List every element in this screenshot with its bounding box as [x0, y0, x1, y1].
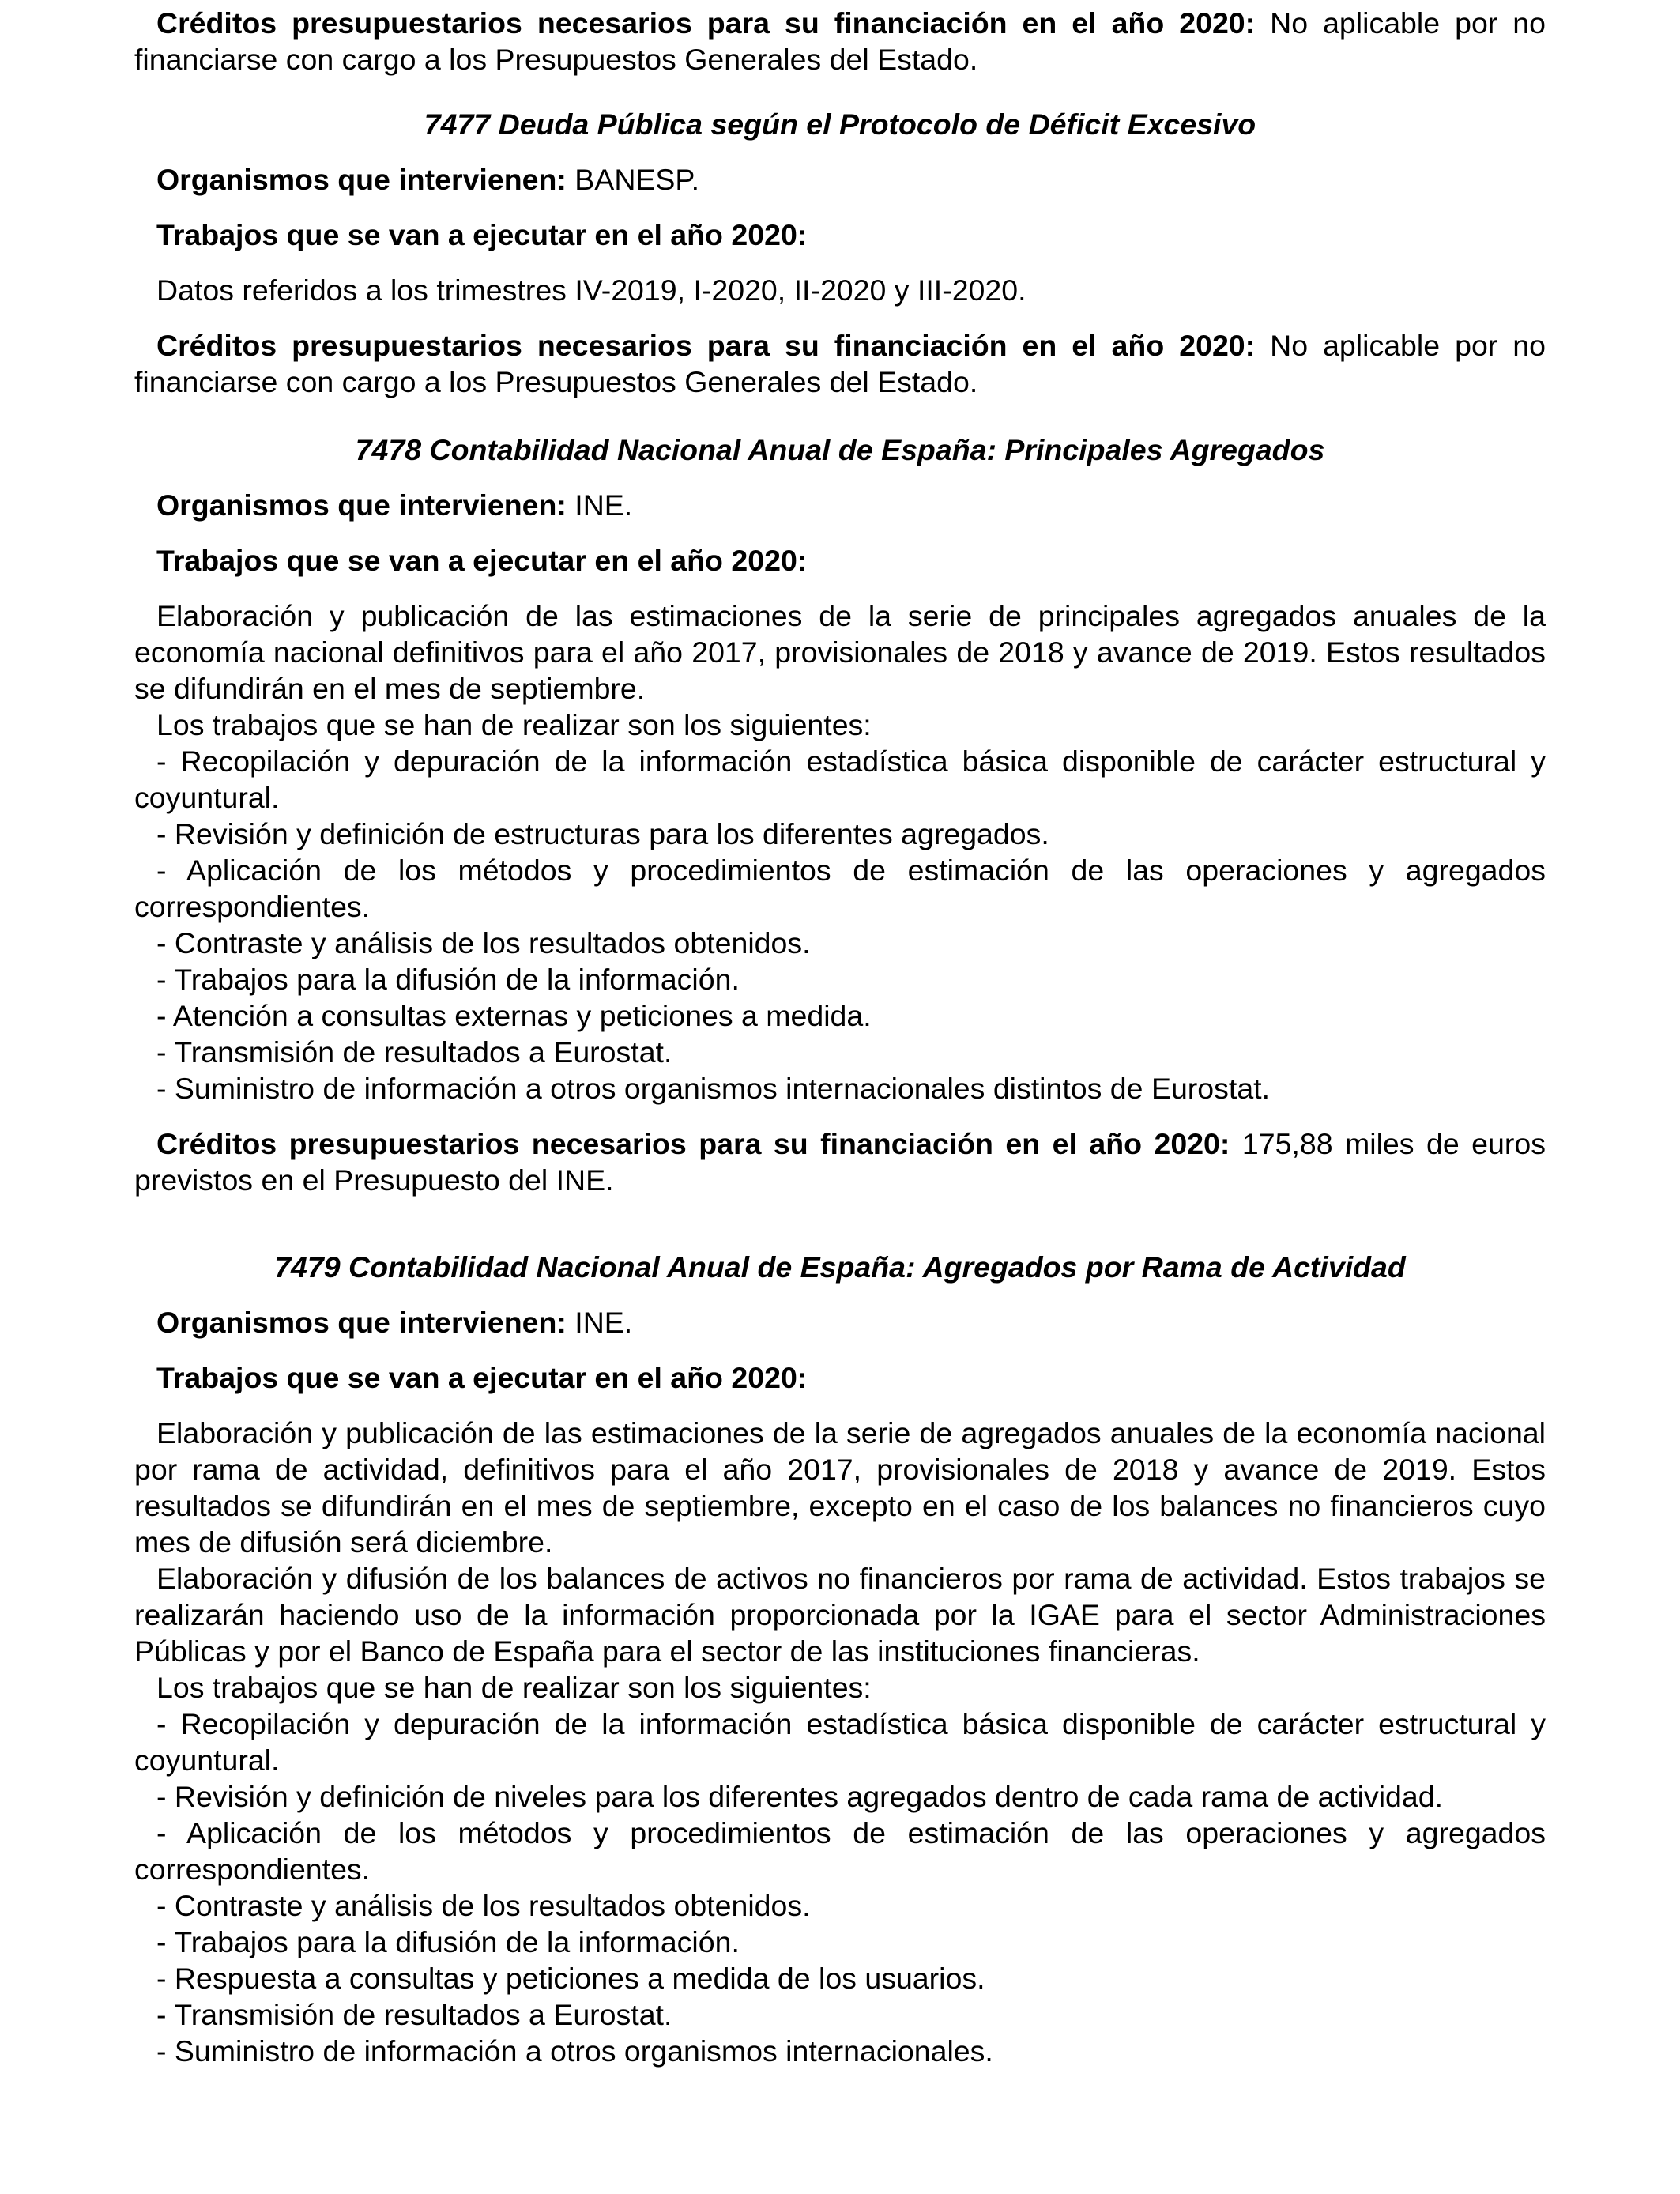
organismos-paragraph [134, 161, 1546, 198]
body-paragraph: Elaboración y publicación de las estimaciones de la serie de agregados anuales de la economía nacional por rama de actividad, definitivos para el año 2017, provisionales de 2018 y avance de 2019. Estos resultados se difundirán en el mes de septiembre, excepto en el caso de los balances no financieros cuyo mes de difusión será diciembre. [134, 1416, 1546, 1559]
trabajos-label: Trabajos que se van a ejecutar en el año 2020: [156, 544, 808, 577]
organismos-label: Organismos que intervienen: [156, 488, 567, 522]
body-paragraph: Los trabajos que se han de realizar son los siguientes: [156, 708, 872, 741]
section-heading: 7479 Contabilidad Nacional Anual de España: Agregados por Rama de Actividad [274, 1250, 1406, 1284]
task-list [134, 743, 1546, 1106]
credits-text: 175,88 miles de euros previstos en el Presupuesto del INE. [134, 1127, 1546, 1197]
organismos-label: Organismos que intervienen: [156, 1306, 567, 1339]
list-item: - Recopilación y depuración de la información estadística básica disponible de carácter estructural y coyuntural. [134, 1707, 1546, 1777]
list-item: - Contraste y análisis de los resultados obtenidos. [156, 1889, 811, 1922]
organismos-value: INE. [566, 1306, 633, 1339]
section-heading: 7477 Deuda Pública según el Protocolo de Déficit Excesivo [424, 107, 1256, 141]
section-7477 [134, 106, 1546, 400]
list-item: - Respuesta a consultas y peticiones a medida de los usuarios. [156, 1962, 985, 1995]
section-heading: 7478 Contabilidad Nacional Anual de España: Principales Agregados [355, 433, 1325, 466]
list-item: - Trabajos para la difusión de la información. [156, 1925, 740, 1958]
list-item: - Revisión y definición de niveles para los diferentes agregados dentro de cada rama de actividad. [156, 1780, 1444, 1813]
credits-paragraph [134, 1125, 1546, 1198]
trabajos-label: Trabajos que se van a ejecutar en el año 2020: [156, 218, 808, 251]
organismos-value: BANESP. [566, 163, 700, 196]
organismos-label: Organismos que intervienen: [156, 163, 567, 196]
list-item: - Atención a consultas externas y peticiones a medida. [156, 999, 872, 1032]
body-paragraph: Datos referidos a los trimestres IV-2019, I-2020, II-2020 y III-2020. [156, 273, 1026, 307]
document-page [134, 5, 1546, 2069]
trabajos-label: Trabajos que se van a ejecutar en el año 2020: [156, 1361, 808, 1394]
list-item: - Suministro de información a otros organismos internacionales distintos de Eurostat. [156, 1072, 1271, 1105]
organismos-value: INE. [566, 488, 633, 522]
list-item: - Trabajos para la difusión de la información. [156, 963, 740, 996]
section-7478 [134, 432, 1546, 1198]
list-item: - Revisión y definición de estructuras para los diferentes agregados. [156, 817, 1049, 850]
list-item: - Transmisión de resultados a Eurostat. [156, 1998, 672, 2031]
intro-credits-paragraph [134, 5, 1546, 77]
list-item: - Suministro de información a otros organismos internacionales. [156, 2034, 993, 2068]
organismos-paragraph [134, 487, 1546, 523]
credits-paragraph [134, 327, 1546, 400]
list-item: - Transmisión de resultados a Eurostat. [156, 1035, 672, 1069]
credits-label: Créditos presupuestarios necesarios para su financiación en el año 2020: [156, 1127, 1230, 1160]
body-paragraph: Elaboración y difusión de los balances de activos no financieros por rama de actividad. Estos trabajos se realizarán haciendo uso de la información proporcionada por la IGAE para el sector Administraciones Públicas y por el Banco de España para el sector de las instituciones financieras. [134, 1562, 1546, 1668]
section-7479 [134, 1249, 1546, 2069]
list-item: - Aplicación de los métodos y procedimientos de estimación de las operaciones y agregados correspondientes. [134, 854, 1546, 923]
list-item: - Contraste y análisis de los resultados obtenidos. [156, 926, 811, 959]
organismos-paragraph [134, 1304, 1546, 1340]
credits-text: No aplicable por no financiarse con cargo a los Presupuestos Generales del Estado. [134, 329, 1546, 398]
task-list [134, 1706, 1546, 2069]
credits-label: Créditos presupuestarios necesarios para su financiación en el año 2020: [156, 6, 1256, 40]
body-paragraph: Los trabajos que se han de realizar son los siguientes: [156, 1671, 872, 1704]
list-item: - Aplicación de los métodos y procedimientos de estimación de las operaciones y agregados correspondientes. [134, 1816, 1546, 1886]
body-paragraph: Elaboración y publicación de las estimaciones de la serie de principales agregados anuales de la economía nacional definitivos para el año 2017, provisionales de 2018 y avance de 2019. Estos resultados se difundirán en el mes de septiembre. [134, 599, 1546, 705]
credits-text: No aplicable por no financiarse con cargo a los Presupuestos Generales del Estado. [134, 6, 1546, 76]
credits-label: Créditos presupuestarios necesarios para su financiación en el año 2020: [156, 329, 1256, 362]
list-item: - Recopilación y depuración de la información estadística básica disponible de carácter estructural y coyuntural. [134, 745, 1546, 814]
